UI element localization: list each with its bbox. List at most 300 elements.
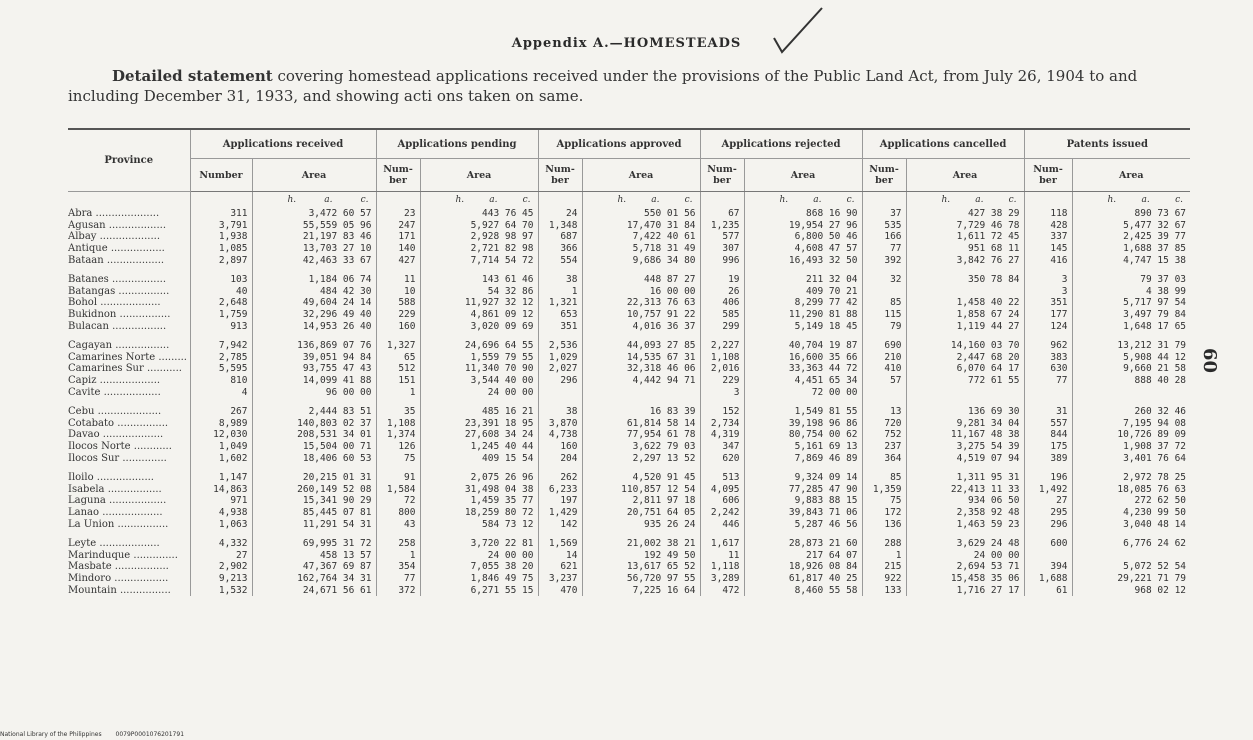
units-spacer xyxy=(862,192,906,209)
spacer-cell xyxy=(582,332,700,340)
area-cell: 77,954 61 78 xyxy=(582,429,700,441)
area-cell: 7,714 54 72 xyxy=(420,254,538,266)
number-cell: 72 xyxy=(376,495,420,507)
area-cell: 21,002 38 21 xyxy=(582,538,700,550)
number-cell: 844 xyxy=(1024,429,1072,441)
province-cell: Abra .................... xyxy=(68,208,160,220)
area-cell: 934 06 50 xyxy=(906,495,1024,507)
number-cell: 152 xyxy=(700,406,744,418)
spacer-cell xyxy=(68,464,190,472)
area-cell: 136 69 30 xyxy=(906,406,1024,418)
area-cell: 5,287 46 56 xyxy=(744,518,862,530)
units-spacer xyxy=(700,192,744,209)
spacer-cell xyxy=(538,530,582,538)
table-row xyxy=(68,452,1190,464)
area-cell: 17,470 31 84 xyxy=(582,220,700,232)
area-cell: 6,800 50 46 xyxy=(744,231,862,243)
spacer-cell xyxy=(1072,332,1190,340)
area-cell: 1,908 37 72 xyxy=(1072,441,1190,453)
units-row xyxy=(68,192,1190,209)
area-cell: 6,271 55 15 xyxy=(420,584,538,596)
spacer-cell xyxy=(420,398,538,406)
area-cell: 11,167 48 38 xyxy=(906,429,1024,441)
province-cell: Agusan .................. xyxy=(68,219,166,231)
number-cell: 428 xyxy=(1024,220,1072,232)
spacer-cell xyxy=(582,464,700,472)
area-cell: 39,843 71 06 xyxy=(744,507,862,519)
area-cell: 8,299 77 42 xyxy=(744,297,862,309)
group-header: Applications pending xyxy=(376,129,538,159)
number-cell: 752 xyxy=(862,429,906,441)
number-cell: 196 xyxy=(1024,472,1072,484)
number-cell: 557 xyxy=(1024,418,1072,430)
spacer-cell xyxy=(582,266,700,274)
number-cell: 1,108 xyxy=(376,418,420,430)
area-cell: 29,221 71 79 xyxy=(1072,573,1190,585)
area-cell: 21,197 83 46 xyxy=(252,231,376,243)
area-cell: 7,422 40 61 xyxy=(582,231,700,243)
province-cell: Antique ................. xyxy=(68,243,165,255)
area-cell: 4,608 47 57 xyxy=(744,243,862,255)
province-cell: Bataan .................. xyxy=(68,254,165,266)
area-cell: 31,498 04 38 xyxy=(420,483,538,495)
spacer-cell xyxy=(376,398,420,406)
area-cell: 5,718 31 49 xyxy=(582,243,700,255)
unit-label: c. xyxy=(684,195,693,205)
spacer-cell xyxy=(252,530,376,538)
number-cell: 133 xyxy=(862,584,906,596)
unit-label: h. xyxy=(287,195,297,205)
area-cell: 208,531 34 01 xyxy=(252,429,376,441)
spacer-cell xyxy=(420,266,538,274)
area-cell: 22,413 11 33 xyxy=(906,483,1024,495)
area-cell xyxy=(1072,549,1190,561)
area-cell: 1,846 49 75 xyxy=(420,573,538,585)
table-row xyxy=(68,518,1190,530)
number-cell: 606 xyxy=(700,495,744,507)
number-cell: 620 xyxy=(700,452,744,464)
table-row xyxy=(68,243,1190,255)
number-cell: 2,027 xyxy=(538,363,582,375)
number-cell xyxy=(862,386,906,398)
spacer-cell xyxy=(906,332,1024,340)
table-row xyxy=(68,309,1190,321)
spacer-cell xyxy=(68,332,190,340)
number-cell: 351 xyxy=(1024,297,1072,309)
number-cell: 258 xyxy=(376,538,420,550)
spacer-cell xyxy=(862,530,906,538)
area-cell: 9,686 34 80 xyxy=(582,254,700,266)
area-units xyxy=(906,192,1024,209)
area-cell: 15,458 35 06 xyxy=(906,573,1024,585)
area-cell: 143 61 46 xyxy=(420,274,538,286)
province-cell: Ilocos Sur .............. xyxy=(68,452,167,464)
area-cell: 3,401 76 64 xyxy=(1072,452,1190,464)
area-cell: 3,629 24 48 xyxy=(906,538,1024,550)
number-cell: 389 xyxy=(1024,452,1072,464)
spacer-cell xyxy=(1072,266,1190,274)
table-row xyxy=(68,286,1190,298)
number-cell: 1,359 xyxy=(862,483,906,495)
number-cell: 3,237 xyxy=(538,573,582,585)
area-cell: 1,648 17 65 xyxy=(1072,320,1190,332)
number-cell: 1,108 xyxy=(700,352,744,364)
area-cell: 7,225 16 64 xyxy=(582,584,700,596)
area-cell: 32,296 49 40 xyxy=(252,309,376,321)
table-body xyxy=(68,208,1190,596)
area-cell: 443 76 45 xyxy=(420,208,538,220)
number-cell: 2,016 xyxy=(700,363,744,375)
table-row xyxy=(68,429,1190,441)
units-spacer xyxy=(376,192,420,209)
province-cell: Davao ................... xyxy=(68,429,164,441)
area-cell: 1,463 59 23 xyxy=(906,518,1024,530)
area-cell: 2,928 98 97 xyxy=(420,231,538,243)
number-cell: 160 xyxy=(376,320,420,332)
area-cell: 1,245 40 44 xyxy=(420,441,538,453)
area-cell: 39,051 94 84 xyxy=(252,352,376,364)
number-cell: 136 xyxy=(862,518,906,530)
number-cell: 1,029 xyxy=(538,352,582,364)
area-cell: 42,463 33 67 xyxy=(252,254,376,266)
number-cell: 2,242 xyxy=(700,507,744,519)
number-cell: 7,942 xyxy=(190,340,252,352)
area-cell: 8,460 55 58 xyxy=(744,584,862,596)
spacer-cell xyxy=(68,398,190,406)
area-cell: 162,764 34 31 xyxy=(252,573,376,585)
number-cell: 630 xyxy=(1024,363,1072,375)
area-cell: 15,504 00 71 xyxy=(252,441,376,453)
number-cell: 10 xyxy=(376,286,420,298)
spacer-cell xyxy=(190,332,252,340)
spacer-cell xyxy=(744,398,862,406)
area-cell: 14,099 41 88 xyxy=(252,375,376,387)
number-cell: 61 xyxy=(1024,584,1072,596)
area-cell xyxy=(906,286,1024,298)
page-number: 60 xyxy=(1199,348,1220,374)
number-cell: 115 xyxy=(862,309,906,321)
area-cell: 5,149 18 45 xyxy=(744,320,862,332)
number-cell: 4,738 xyxy=(538,429,582,441)
group-header: Applications cancelled xyxy=(862,129,1024,159)
province-cell: Cagayan ................. xyxy=(68,340,170,352)
area-cell: 1,119 44 27 xyxy=(906,320,1024,332)
table-row xyxy=(68,254,1190,266)
area-cell: 192 49 50 xyxy=(582,549,700,561)
number-header: Number xyxy=(190,159,252,192)
number-cell: 77 xyxy=(1024,375,1072,387)
area-cell: 136,869 07 76 xyxy=(252,340,376,352)
units-spacer xyxy=(1024,192,1072,209)
number-cell: 585 xyxy=(700,309,744,321)
province-cell: Capiz ................... xyxy=(68,375,161,387)
spacer-cell xyxy=(376,530,420,538)
area-cell: 4,016 36 37 xyxy=(582,320,700,332)
homesteads-table xyxy=(68,128,1190,596)
number-cell: 43 xyxy=(376,518,420,530)
number-cell: 392 xyxy=(862,254,906,266)
number-cell: 2,734 xyxy=(700,418,744,430)
number-cell: 5,595 xyxy=(190,363,252,375)
number-cell: 65 xyxy=(376,352,420,364)
area-cell: 77,285 47 90 xyxy=(744,483,862,495)
area-cell: 27,608 34 24 xyxy=(420,429,538,441)
area-cell: 3,544 40 00 xyxy=(420,375,538,387)
intro-paragraph xyxy=(68,66,1198,106)
area-header: Area xyxy=(906,159,1024,192)
area-cell: 272 62 50 xyxy=(1072,495,1190,507)
number-cell: 175 xyxy=(1024,441,1072,453)
area-cell: 1,858 67 24 xyxy=(906,309,1024,321)
table-row xyxy=(68,352,1190,364)
province-cell: Cebu .................... xyxy=(68,406,162,418)
spacer-cell xyxy=(420,464,538,472)
area-cell: 32,318 46 06 xyxy=(582,363,700,375)
unit-label: a. xyxy=(813,195,822,205)
number-cell: 446 xyxy=(700,518,744,530)
table-row xyxy=(68,538,1190,550)
table-row xyxy=(68,573,1190,585)
number-cell: 118 xyxy=(1024,208,1072,220)
unit-label: c. xyxy=(360,195,369,205)
appendix-title: Appendix A.—HOMESTEADS xyxy=(511,36,742,51)
area-cell: 1,458 40 22 xyxy=(906,297,1024,309)
spacer-cell xyxy=(1024,266,1072,274)
area-cell: 24 00 00 xyxy=(420,386,538,398)
area-cell: 9,660 21 58 xyxy=(1072,363,1190,375)
number-cell: 204 xyxy=(538,452,582,464)
number-cell: 2,897 xyxy=(190,254,252,266)
area-cell: 18,926 08 84 xyxy=(744,561,862,573)
table-row xyxy=(68,208,1190,220)
area-cell: 6,070 64 17 xyxy=(906,363,1024,375)
footer-library: National Library of the Philippines xyxy=(0,731,102,738)
number-cell: 600 xyxy=(1024,538,1072,550)
spacer-cell xyxy=(1072,398,1190,406)
number-cell: 77 xyxy=(376,573,420,585)
area-cell: 350 78 84 xyxy=(906,274,1024,286)
number-cell: 971 xyxy=(190,495,252,507)
unit-label: h. xyxy=(941,195,951,205)
spacer-cell xyxy=(700,332,744,340)
table-row xyxy=(68,584,1190,596)
table-row xyxy=(68,386,1190,398)
spacer-cell xyxy=(862,332,906,340)
number-cell: 79 xyxy=(862,320,906,332)
number-cell: 1,321 xyxy=(538,297,582,309)
spacer-cell xyxy=(190,266,252,274)
number-cell: 337 xyxy=(1024,231,1072,243)
province-cell: Leyte ................... xyxy=(68,538,160,550)
number-cell: 14 xyxy=(538,549,582,561)
area-cell: 85,445 07 81 xyxy=(252,507,376,519)
area-header: Area xyxy=(744,159,862,192)
number-cell: 12,030 xyxy=(190,429,252,441)
area-cell: 935 26 24 xyxy=(582,518,700,530)
number-cell: 85 xyxy=(862,472,906,484)
number-cell: 19 xyxy=(700,274,744,286)
area-cell: 10,726 89 09 xyxy=(1072,429,1190,441)
number-cell: 3 xyxy=(1024,286,1072,298)
number-cell: 1,327 xyxy=(376,340,420,352)
spacer-cell xyxy=(1024,332,1072,340)
number-cell: 57 xyxy=(862,375,906,387)
spacer-cell xyxy=(1024,398,1072,406)
area-cell: 888 40 28 xyxy=(1072,375,1190,387)
area-cell: 2,444 83 51 xyxy=(252,406,376,418)
table-row xyxy=(68,297,1190,309)
number-cell: 172 xyxy=(862,507,906,519)
number-cell: 296 xyxy=(538,375,582,387)
number-cell: 1,374 xyxy=(376,429,420,441)
number-cell: 145 xyxy=(1024,243,1072,255)
number-cell: 3,791 xyxy=(190,220,252,232)
number-cell: 267 xyxy=(190,406,252,418)
number-cell: 197 xyxy=(538,495,582,507)
area-cell: 5,072 52 54 xyxy=(1072,561,1190,573)
area-cell: 484 42 30 xyxy=(252,286,376,298)
area-units xyxy=(252,192,376,209)
area-cell: 69,995 31 72 xyxy=(252,538,376,550)
number-cell: 288 xyxy=(862,538,906,550)
area-cell: 16 83 39 xyxy=(582,406,700,418)
number-cell: 3,870 xyxy=(538,418,582,430)
spacer-cell xyxy=(1024,530,1072,538)
province-cell: Bulacan ................. xyxy=(68,320,167,332)
spacer-cell xyxy=(582,398,700,406)
spacer-cell xyxy=(862,464,906,472)
area-cell: 448 87 27 xyxy=(582,274,700,286)
area-cell: 16,600 35 66 xyxy=(744,352,862,364)
number-cell: 913 xyxy=(190,320,252,332)
number-cell: 40 xyxy=(190,286,252,298)
area-cell: 2,972 78 25 xyxy=(1072,472,1190,484)
area-cell: 55,559 05 96 xyxy=(252,220,376,232)
spacer-cell xyxy=(744,332,862,340)
number-cell: 512 xyxy=(376,363,420,375)
province-cell: La Union ................ xyxy=(68,518,169,530)
area-cell: 5,161 69 13 xyxy=(744,441,862,453)
area-cell: 79 37 03 xyxy=(1072,274,1190,286)
units-spacer xyxy=(68,192,190,209)
province-cell: Iloilo .................. xyxy=(68,472,154,484)
number-cell: 3 xyxy=(1024,274,1072,286)
area-cell: 24,696 64 55 xyxy=(420,340,538,352)
area-cell: 458 13 57 xyxy=(252,549,376,561)
number-cell: 14,863 xyxy=(190,483,252,495)
spacer-cell xyxy=(190,464,252,472)
area-cell: 13,617 65 52 xyxy=(582,561,700,573)
number-cell: 26 xyxy=(700,286,744,298)
province-cell: Bohol ................... xyxy=(68,297,161,309)
area-cell: 11,290 81 88 xyxy=(744,309,862,321)
number-cell: 11 xyxy=(376,274,420,286)
number-cell: 472 xyxy=(700,584,744,596)
footer xyxy=(0,731,196,738)
area-cell: 1,459 35 77 xyxy=(420,495,538,507)
province-cell: Cavite .................. xyxy=(68,386,161,398)
number-cell: 1,492 xyxy=(1024,483,1072,495)
number-cell: 35 xyxy=(376,406,420,418)
unit-label: a. xyxy=(1141,195,1150,205)
intro-lead: Detailed statement xyxy=(112,67,273,85)
number-cell: 1,688 xyxy=(1024,573,1072,585)
spacer-cell xyxy=(862,398,906,406)
number-cell: 347 xyxy=(700,441,744,453)
area-cell: 211 32 04 xyxy=(744,274,862,286)
spacer-cell xyxy=(744,266,862,274)
number-cell: 229 xyxy=(376,309,420,321)
number-cell: 962 xyxy=(1024,340,1072,352)
area-cell: 40,704 19 87 xyxy=(744,340,862,352)
number-cell: 3 xyxy=(700,386,744,398)
number-cell: 1 xyxy=(376,549,420,561)
area-cell: 3,622 79 03 xyxy=(582,441,700,453)
spacer-cell xyxy=(700,464,744,472)
spacer-cell xyxy=(538,464,582,472)
number-cell: 262 xyxy=(538,472,582,484)
area-cell: 140,803 02 37 xyxy=(252,418,376,430)
number-cell: 383 xyxy=(1024,352,1072,364)
number-cell: 1 xyxy=(862,549,906,561)
area-cell: 10,757 91 22 xyxy=(582,309,700,321)
area-header: Area xyxy=(1072,159,1190,192)
spacer-cell xyxy=(1072,464,1190,472)
number-cell: 171 xyxy=(376,231,420,243)
area-cell: 584 73 12 xyxy=(420,518,538,530)
number-cell: 364 xyxy=(862,452,906,464)
intro-text: covering homestead applications received under the provisions of the Public Land Act, from July 26, 1904 to and including December 31, 1933, and showing acti ons taken on same. xyxy=(68,67,1138,105)
area-header: Area xyxy=(420,159,538,192)
spacer-cell xyxy=(744,530,862,538)
number-cell: 1,348 xyxy=(538,220,582,232)
area-cell: 4,747 15 38 xyxy=(1072,254,1190,266)
area-cell: 5,927 64 70 xyxy=(420,220,538,232)
number-cell: 372 xyxy=(376,584,420,596)
area-cell: 260 32 46 xyxy=(1072,406,1190,418)
table-row xyxy=(68,483,1190,495)
number-cell: 351 xyxy=(538,320,582,332)
area-cell: 1,716 27 17 xyxy=(906,584,1024,596)
number-cell: 27 xyxy=(190,549,252,561)
spacer-cell xyxy=(68,266,190,274)
spacer-cell xyxy=(1024,464,1072,472)
area-cell: 890 73 67 xyxy=(1072,208,1190,220)
area-cell: 4,451 65 34 xyxy=(744,375,862,387)
number-cell xyxy=(1024,549,1072,561)
area-units xyxy=(420,192,538,209)
area-cell: 96 00 00 xyxy=(252,386,376,398)
area-cell: 3,842 76 27 xyxy=(906,254,1024,266)
area-cell: 16,493 32 50 xyxy=(744,254,862,266)
unit-label: c. xyxy=(846,195,855,205)
number-cell: 554 xyxy=(538,254,582,266)
area-cell: 1,311 95 31 xyxy=(906,472,1024,484)
number-cell: 513 xyxy=(700,472,744,484)
number-cell: 1,147 xyxy=(190,472,252,484)
number-cell: 166 xyxy=(862,231,906,243)
number-cell: 621 xyxy=(538,561,582,573)
table-row xyxy=(68,495,1190,507)
number-cell: 2,785 xyxy=(190,352,252,364)
area-cell: 61,814 58 14 xyxy=(582,418,700,430)
number-cell: 1,429 xyxy=(538,507,582,519)
number-cell: 31 xyxy=(1024,406,1072,418)
area-cell: 14,160 03 70 xyxy=(906,340,1024,352)
area-units xyxy=(582,192,700,209)
number-cell: 1,602 xyxy=(190,452,252,464)
number-cell: 27 xyxy=(1024,495,1072,507)
